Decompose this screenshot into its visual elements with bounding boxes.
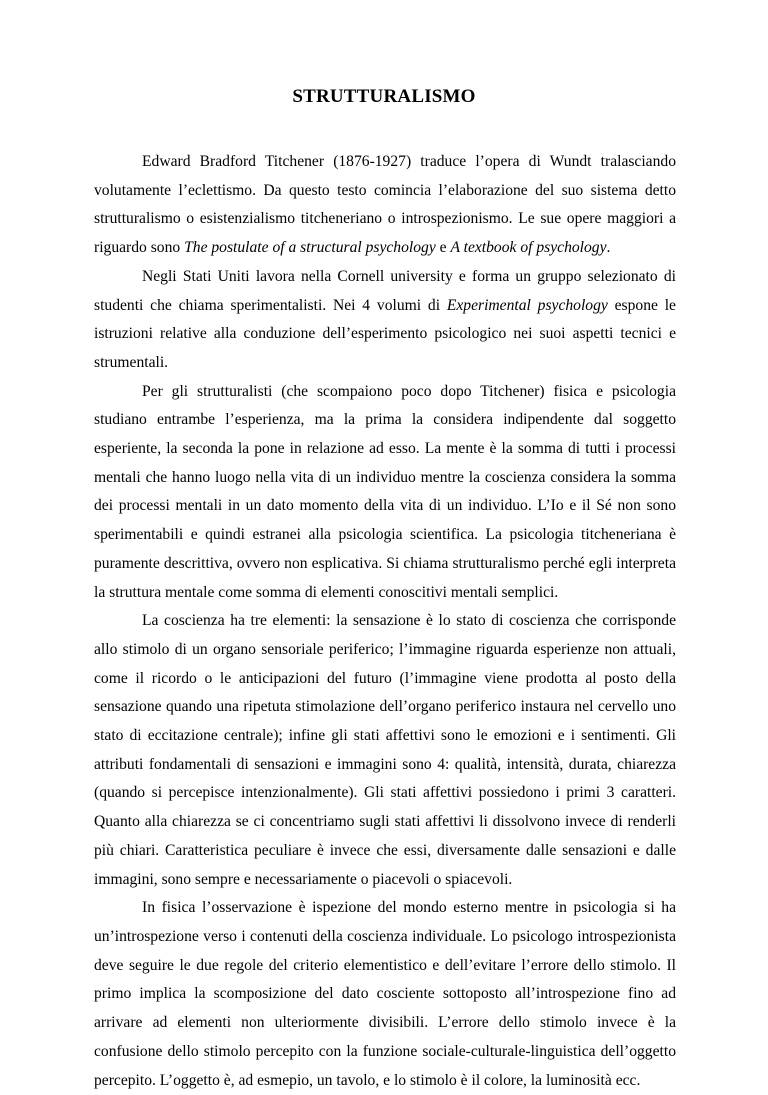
book-title: The postulate of a structural psychology — [184, 239, 436, 257]
paragraph-text: Edward Bradford Titchener (1876-1927) traduce l’opera di Wundt tralasciando volutamente l’eclettismo. Da questo testo comincia l’elaborazione del suo sistema detto strutturalismo o esistenzialismo titcheneriano o introspezionismo. Le sue opere maggiori a riguardo sono — [94, 153, 676, 257]
paragraph-text: Negli Stati Uniti lavora nella Cornell university e forma un gruppo selezionato di studenti che chiama sperimentalisti. Nei 4 volumi di — [94, 267, 676, 314]
paragraph-text: . — [606, 239, 611, 257]
book-title: Experimental psychology — [446, 296, 608, 314]
paragraph-coscienza: La coscienza ha tre elementi: la sensazione è lo stato di coscienza che corrisponde allo stimolo di un organo sensoriale periferico; l’immagine riguarda esperienze non attuali, come il ricordo o le anticipazioni del futuro (l’immagine viene prodotta al posto della sensazione quando una ripetuta stimolazione dell’organo periferico instaura nel cervello uno stato di eccitazione centrale); infine gli stati affettivi sono le emozioni e i sentimenti. Gli attributi fondamentali di sensazioni e immagini sono 4: qualità, intensità, durata, chiarezza (quando si percepisce intenzionalmente). Gli stati affettivi possiedono i primi 3 caratteri. Quanto alla chiarezza se ci concentriamo sugli stati affettivi li dissolvono invece di renderli più chiari. Caratteristica peculiare è invece che essi, diversamente dalle sensazioni e dalle immagini, sono sempre e necessariamente o piacevoli o spiacevoli. — [94, 612, 676, 888]
book-title: A textbook of psychology — [450, 239, 607, 257]
document-title: STRUTTURALISMO — [292, 86, 476, 107]
paragraph-text: e — [435, 239, 451, 257]
document-body — [94, 148, 676, 1095]
paragraph-cornell — [94, 263, 676, 378]
paragraph-text: espone le istruzioni relative alla conduzione dell’esperimento psicologico nei suoi aspetti tecnici e strumentali. — [94, 296, 676, 371]
paragraph-introspezione: In fisica l’osservazione è ispezione del mondo esterno mentre in psicologia si ha un’introspezione verso i contenuti della coscienza individuale. Lo psicologo introspezionista deve seguire le due regole del criterio elementistico e dell’evitare l’errore dello stimolo. Il primo implica la scomposizione del dato cosciente sottoposto all’introspezione fino ad arrivare ad elementi non ulteriormente divisibili. L’errore dello stimolo invece è la confusione dello stimolo percepito con la funzione sociale-culturale-linguistica dell’oggetto percepito. L’oggetto è, ad esmepio, un tavolo, e lo stimolo è il colore, la luminosità ecc. — [94, 899, 676, 1089]
paragraph-titchener — [94, 148, 676, 263]
paragraph-strutturalisti: Per gli strutturalisti (che scompaiono poco dopo Titchener) fisica e psicologia studiano entrambe l’esperienza, ma la prima la considera indipendente dal soggetto esperiente, la seconda la pone in relazione ad esso. La mente è la somma di tutti i processi mentali che hanno luogo nella vita di un individuo mentre la coscienza considera la somma dei processi mentali in un dato momento della vita di un individuo. L’Io e il Sé non sono sperimentabili e quindi estranei alla psicologia scientifica. La psicologia titcheneriana è puramente descrittiva, ovvero non esplicativa. Si chiama strutturalismo perché egli interpreta la struttura mentale come somma di elementi conoscitivi mentali semplici. — [94, 382, 676, 601]
